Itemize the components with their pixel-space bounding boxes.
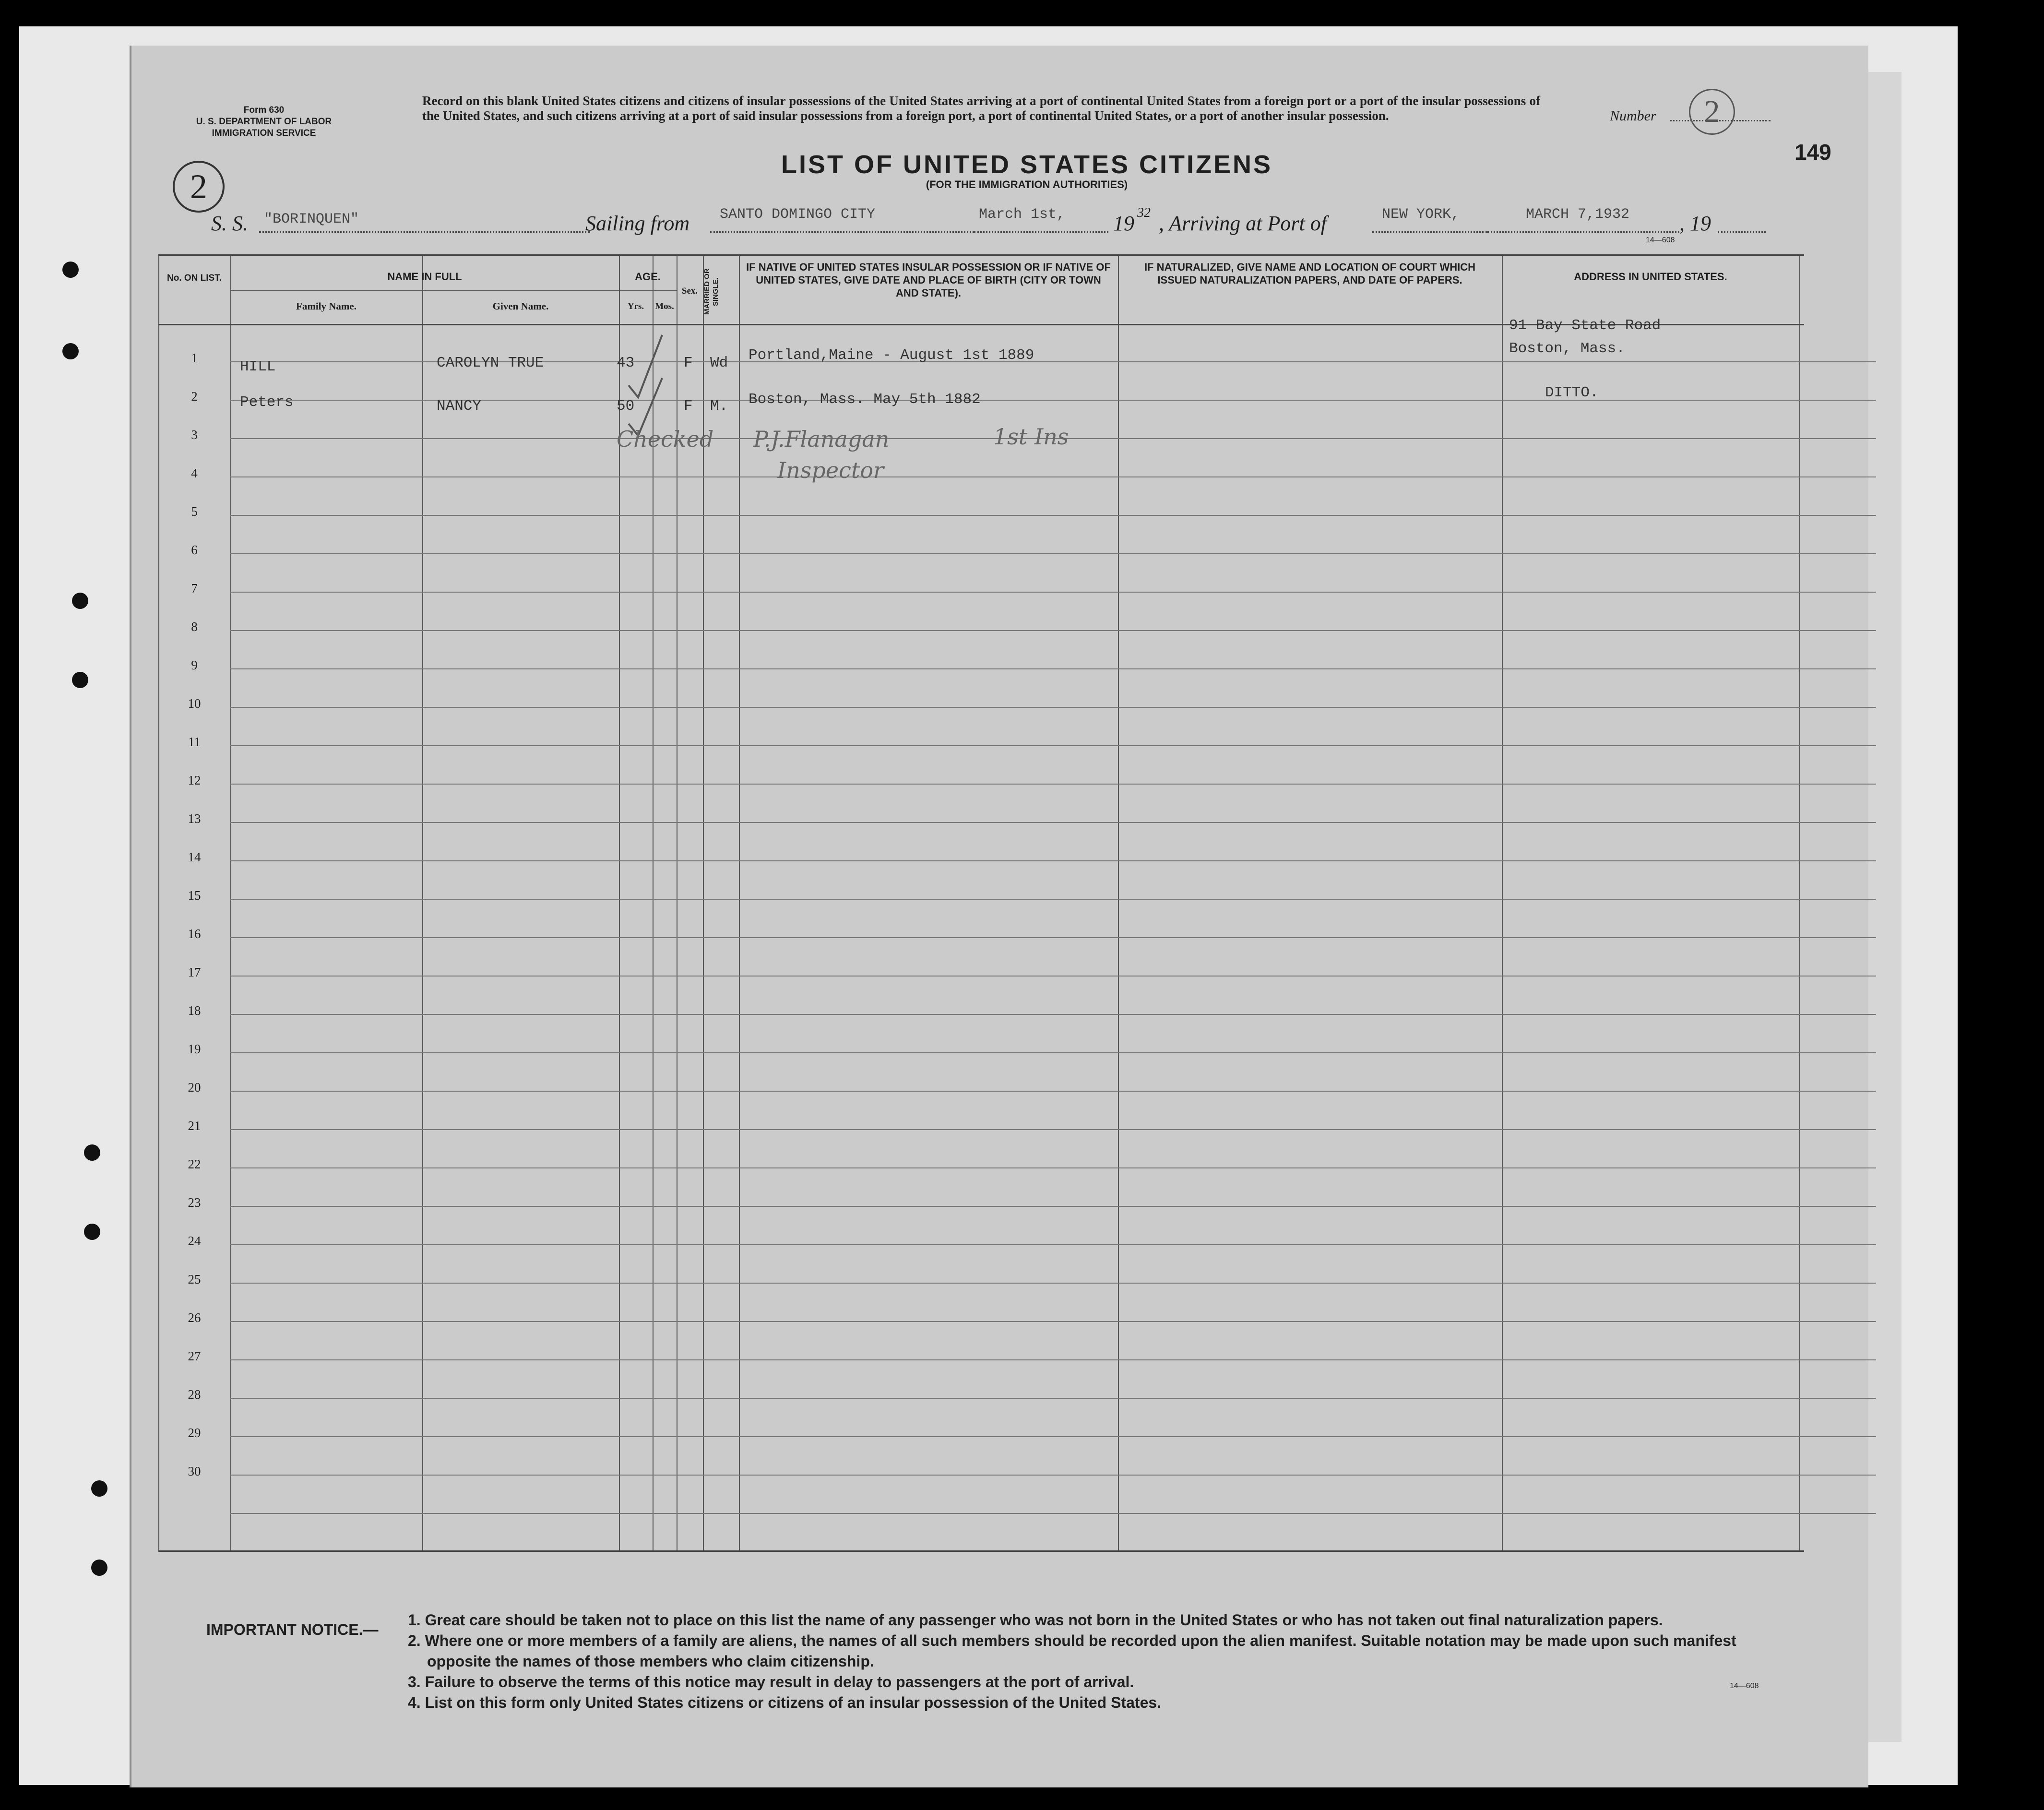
marital-status-cell: M. <box>710 398 728 415</box>
row-number: 13 <box>188 811 201 826</box>
arrival-date-underline <box>1487 231 1679 233</box>
row-number: 3 <box>191 428 198 442</box>
row-number: 24 <box>188 1234 201 1248</box>
row-rule <box>230 1436 1876 1437</box>
year-prefix: 19 <box>1113 212 1134 235</box>
notice-item: 1. Great care should be taken not to place on this list the name of any passenger who was not born in the United States or who has not taken out final naturalization papers. <box>408 1611 1663 1629</box>
address-line-cell: Boston, Mass. <box>1509 340 1625 357</box>
arrival-port-underline <box>1372 231 1487 233</box>
number-value: 2 <box>1689 89 1735 135</box>
page-subtitle: (FOR THE IMMIGRATION AUTHORITIES) <box>926 179 1128 191</box>
handwritten-checked: Checked <box>617 426 714 452</box>
binder-hole <box>91 1560 107 1576</box>
arrival-date: MARCH 7,1932 <box>1526 206 1630 223</box>
address-line-cell: 91 Bay State Road <box>1509 317 1661 334</box>
row-rule <box>230 707 1876 708</box>
col-header-given-name: Given Name. <box>492 300 549 312</box>
notice-item: 4. List on this form only United States citizens or citizens of an insular possession of the United States. <box>408 1694 1162 1711</box>
row-number: 30 <box>188 1464 201 1478</box>
form-id-line: Form 630 <box>243 105 285 115</box>
column-rule <box>739 256 740 1551</box>
row-number: 7 <box>191 581 198 595</box>
col-header-age: AGE. <box>635 271 661 283</box>
row-rule <box>230 1321 1876 1322</box>
number-label: Number <box>1610 108 1656 124</box>
row-rule <box>230 1014 1876 1015</box>
row-number: 15 <box>188 888 201 903</box>
handwritten-role: Inspector <box>777 457 884 483</box>
row-rule <box>230 1513 1876 1514</box>
row-number: 20 <box>188 1080 201 1095</box>
binder-hole <box>72 593 88 609</box>
row-number: 5 <box>191 504 198 519</box>
manifest-table <box>158 254 1804 1551</box>
row-rule <box>230 745 1876 746</box>
row-number: 27 <box>188 1349 201 1363</box>
notice-item: 3. Failure to observe the terms of this notice may result in delay to passengers at the port of arrival. <box>408 1673 1134 1691</box>
col-header-name-in-full: NAME IN FULL <box>387 271 462 283</box>
row-rule <box>230 515 1876 516</box>
row-rule <box>230 1359 1876 1360</box>
col-header-no: No. ON LIST. <box>167 273 222 283</box>
year-suffix: 32 <box>1137 205 1151 220</box>
form-instructions: Record on this blank United States citizens and citizens of insular possessions of the United States arriving at a port of continental United States from a foreign port or a port of the insular possessions of the United States, and such citizens arriving at a port of said insular possessions from a foreign port, a port of continental United States, or a port of another insular possession. <box>422 94 1540 123</box>
col-header-birth: IF NATIVE OF UNITED STATES INSULAR POSSESSION OR IF NATIVE OF UNITED STATES, GIVE DATE AND PLACE OF BIRTH (CITY OR TOWN AND STATE). <box>746 261 1111 299</box>
header-rule <box>619 290 677 291</box>
row-rule <box>230 668 1876 669</box>
sailing-port-underline <box>710 231 974 233</box>
col-header-family-name: Family Name. <box>296 300 357 312</box>
row-number: 22 <box>188 1157 201 1171</box>
table-bottom-rule <box>158 1550 1804 1552</box>
column-rule <box>158 256 159 1551</box>
arriving-label: , Arriving at Port of <box>1159 212 1327 235</box>
sex-cell: F <box>684 355 693 371</box>
binder-hole <box>62 343 79 359</box>
binder-hole <box>72 672 88 688</box>
birth-cell: Portland,Maine - August 1st 1889 <box>749 347 1034 364</box>
row-number: 21 <box>188 1119 201 1133</box>
row-number: 18 <box>188 1003 201 1018</box>
row-number: 9 <box>191 658 198 672</box>
row-number: 16 <box>188 927 201 941</box>
page-title: LIST OF UNITED STATES CITIZENS <box>781 150 1272 179</box>
sailing-label: Sailing from <box>585 212 690 235</box>
year-underline <box>1718 231 1766 233</box>
row-number: 8 <box>191 619 198 634</box>
row-number: 6 <box>191 543 198 557</box>
row-number: 28 <box>188 1387 201 1402</box>
row-rule <box>230 1129 1876 1130</box>
row-number: 14 <box>188 850 201 864</box>
row-rule <box>230 1244 1876 1245</box>
column-rule <box>1799 256 1800 1551</box>
sailing-date: March 1st, <box>979 206 1066 223</box>
notice-lead: IMPORTANT NOTICE.— <box>206 1621 379 1638</box>
ship-name: "BORINQUEN" <box>264 211 359 227</box>
form-identifier <box>182 105 345 139</box>
ship-underline <box>259 231 590 233</box>
address-line-cell: DITTO. <box>1545 384 1599 401</box>
row-rule <box>230 1475 1876 1476</box>
family-name-cell: Peters <box>240 394 294 411</box>
row-rule <box>230 899 1876 900</box>
row-rule <box>230 553 1876 554</box>
notice-item: 2. Where one or more members of a family are aliens, the names of all such members should be recorded upon the alien manifest. Suitable notation may be made upon such manifest opposite the names of those members who claim citizenship. <box>408 1632 1736 1670</box>
row-rule <box>230 476 1876 477</box>
row-rule <box>230 1398 1876 1399</box>
row-rule <box>230 1283 1876 1284</box>
row-number: 19 <box>188 1042 201 1056</box>
row-rule <box>230 630 1876 631</box>
print-code-top: 14—608 <box>1646 236 1675 244</box>
row-number: 23 <box>188 1195 201 1210</box>
col-header-married: MARRIED OR SINGLE. <box>703 268 720 315</box>
row-number: 4 <box>191 466 198 480</box>
binder-hole <box>84 1224 100 1240</box>
form-id-line: IMMIGRATION SERVICE <box>212 128 316 138</box>
form-id-line: U. S. DEPARTMENT OF LABOR <box>196 117 332 127</box>
row-number: 25 <box>188 1272 201 1286</box>
row-number: 26 <box>188 1310 201 1325</box>
binder-hole <box>84 1144 100 1161</box>
birth-cell: Boston, Mass. May 5th 1882 <box>749 391 981 408</box>
col-header-yrs: Yrs. <box>627 301 644 311</box>
handwritten-initials: 1st Ins <box>993 424 1069 450</box>
page-number: 149 <box>1794 140 1831 165</box>
col-header-sex: Sex. <box>681 286 698 296</box>
row-rule <box>230 592 1876 593</box>
notice-list <box>408 1610 1799 1713</box>
marital-status-cell: Wd <box>710 355 728 371</box>
row-number: 2 <box>191 389 198 404</box>
column-rule <box>422 256 423 1551</box>
ss-label: S. S. <box>211 212 248 235</box>
row-rule <box>230 1052 1876 1053</box>
row-rule <box>230 1206 1876 1207</box>
row-rule <box>230 860 1876 861</box>
row-number: 11 <box>188 735 201 749</box>
row-rule <box>230 937 1876 938</box>
age-years-cell: 43 <box>617 355 635 371</box>
col-header-mos: Mos. <box>655 301 674 311</box>
row-number: 1 <box>191 351 198 365</box>
arrival-port: NEW YORK, <box>1382 206 1460 223</box>
col-header-naturalized: IF NATURALIZED, GIVE NAME AND LOCATION OF COURT WHICH ISSUED NATURALIZATION PAPERS, AND DATE OF PAPERS. <box>1144 261 1476 286</box>
column-rule <box>1502 256 1503 1551</box>
binder-hole <box>91 1480 107 1497</box>
row-number: 29 <box>188 1426 201 1440</box>
row-number: 10 <box>188 696 201 711</box>
row-rule <box>230 822 1876 823</box>
sailing-date-underline <box>974 231 1108 233</box>
age-years-cell: 50 <box>617 398 635 415</box>
header-rule <box>230 290 619 291</box>
voyage-line <box>211 205 1766 240</box>
row-rule <box>230 1167 1876 1168</box>
circled-number: 2 <box>173 161 225 213</box>
column-rule <box>1118 256 1119 1551</box>
row-number: 17 <box>188 965 201 979</box>
given-name-cell: NANCY <box>437 398 482 415</box>
sex-cell: F <box>684 398 693 415</box>
given-name-cell: CAROLYN TRUE <box>437 355 544 371</box>
print-code-bottom: 14—608 <box>1730 1682 1759 1690</box>
row-rule <box>230 1091 1876 1092</box>
row-number: 12 <box>188 773 201 787</box>
handwritten-signature: P.J.Flanagan <box>753 426 890 452</box>
binder-hole <box>62 262 79 278</box>
family-name-cell: HILL <box>240 358 276 375</box>
sailing-port: SANTO DOMINGO CITY <box>720 206 876 223</box>
year-prefix-2: , 19 <box>1679 212 1711 235</box>
column-rule <box>230 256 231 1551</box>
row-rule <box>230 784 1876 785</box>
col-header-address: ADDRESS IN UNITED STATES. <box>1574 271 1727 283</box>
